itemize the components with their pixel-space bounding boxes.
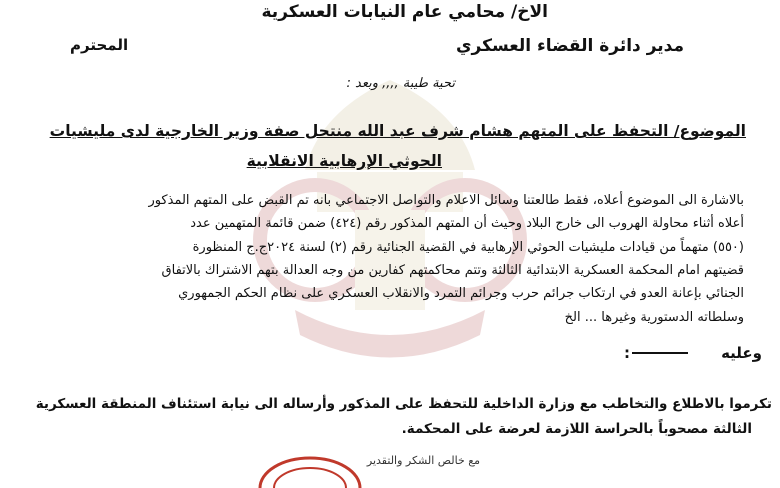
body-line: وسلطاته الدستورية وغيرها ... الخ xyxy=(564,310,744,325)
body-line: بالاشارة الى الموضوع أعلاه، فقط طالعتنا وسائل الاعلام والتواصل الاجتماعي بانه تم القبض على المتهم المذكور xyxy=(148,193,744,208)
closing-partial: مع خالص الشكر والتقدير xyxy=(366,454,480,467)
request-line-2: الثالثة مصحوباً بالحراسة اللازمة لعرضة على المحكمة. xyxy=(401,421,752,437)
heading-stretch-line xyxy=(632,352,688,354)
recipient-line-1: الاخ/ محامي عام النيابات العسكرية xyxy=(261,2,548,22)
subject-line-1: الموضوع/ التحفظ على المتهم هشام شرف عبد الله منتحل صفة وزير الخارجية لدى مليشيات xyxy=(49,122,746,140)
body-line: قضيتهم امام المحكمة العسكرية الابتدائية الثالثة وتتم محاكمتهم كفارين من وجه العدالة بتهم الاشتراك بالاتفاق xyxy=(161,263,744,278)
request-line-1: تكرموا بالاطلاع والتخاطب مع وزارة الداخلية للتحفظ على المذكور وأرساله الى نيابة استئناف المنطقة العسكرية xyxy=(35,396,772,412)
heading-colon: : xyxy=(624,344,630,362)
body-line: (٥٥٠) متهماً من قيادات مليشيات الحوثي الإرهابية في القضية الجنائية رقم (٢) لسنة ٢٠٢٤ج.ج المنظورة xyxy=(192,240,744,255)
body-line: الجنائي بإعانة العدو في ارتكاب جرائم حرب وجرائم التمرد والانقلاب العسكري على نظام الحكم الجمهوري xyxy=(178,286,744,301)
greeting: تحية طيبة ,,,, وبعد : xyxy=(346,76,455,91)
respected-label: المحترم xyxy=(70,36,129,54)
recipient-line-2: مدير دائرة القضاء العسكري xyxy=(455,36,684,56)
subject-line-2: الحوثي الإرهابية الانقلابية xyxy=(246,152,442,170)
official-seal-stamp xyxy=(255,448,365,488)
body-line: أعلاه أثناء محاولة الهروب الى خارج البلاد وحيث أن المتهم المذكور رقم (٤٢٤) ضمن قائمة المتهمين عدد xyxy=(190,216,744,231)
whereupon-heading: وعليه xyxy=(721,344,762,362)
